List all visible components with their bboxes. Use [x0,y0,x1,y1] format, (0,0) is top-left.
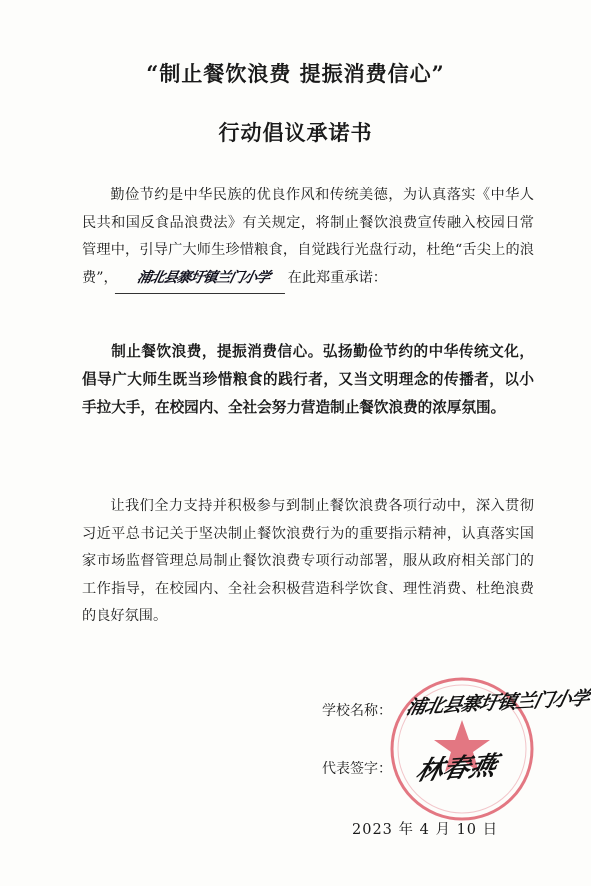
document-date: 2023 年 4 月 10 日 [352,822,499,838]
paragraph-3: 让我们全力支持并积极参与到制止餐饮浪费各项行动中，深入贯彻习近平总书记关于坚决制止餐饮浪费行为的重要指示精神，认真落实国家市场监督管理总局制止餐饮浪费专项行动部署，服从政府相关部门的工作指导，在校园内、全社会积极营造科学饮食、理性消费、杜绝浪费的良好氛围。 [82,498,534,624]
representative-signature: 林春燕 [412,751,500,787]
title-line-1: “制止餐饮浪费 提振消费信心” [146,61,445,86]
title-line-2: 行动倡议承诺书 [218,120,373,145]
representative-signature-label: 代表签字： [322,761,392,777]
paragraph-1 [82,182,534,293]
school-name-signature: 浦北县寨圩镇兰门小学 [404,687,591,719]
paragraph-1-text: 勤俭节约是中华民族的优良作风和传统美德，为认真落实《中华人民共和国反食品浪费法》有关规定，将制止餐饮浪费宣传融入校园日常管理中，引导广大师生珍惜粮食，自觉践行光盘行动，杜绝“舌尖上的浪费”， [82,187,534,286]
paragraph-2-bold: 制止餐饮浪费，提振消费信心。弘扬勤俭节约的中华传统文化，倡导广大师生既当珍惜粮食的践行者，又当文明理念的传播者，以小手拉大手，在校园内、全社会努力营造制止餐饮浪费的浓厚氛围。 [82,343,534,416]
paragraph-1-school-handwriting: 浦北县寨圩镇兰门小学 [115,265,291,294]
school-name-label: 学校名称： [322,703,392,719]
paragraph-1-tail: 在此郑重承诺： [287,269,387,286]
